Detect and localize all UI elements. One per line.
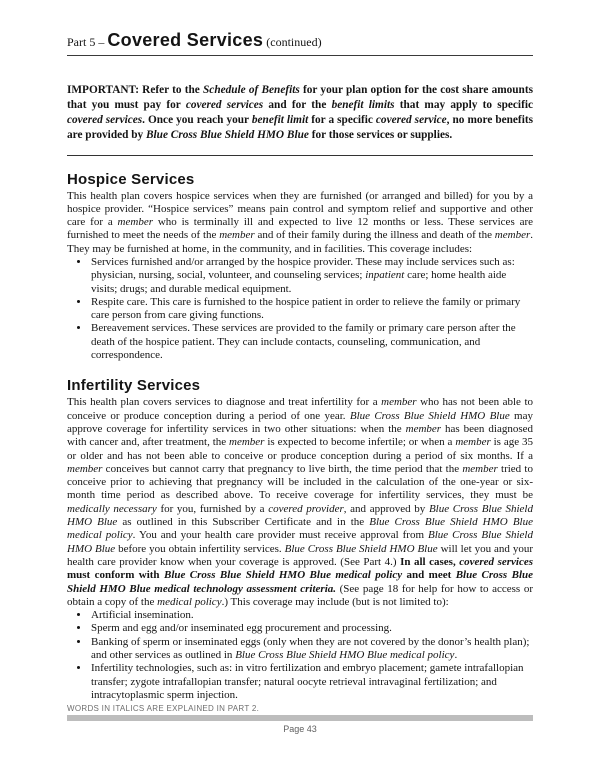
important-notice: IMPORTANT: Refer to the Schedule of Benefits for your plan option for the cost share amounts that you must pay for covered services and for the benefit limits that may apply to specific covered services. Once you reach your benefit limit for a specific covered service, no more benefits are provided by Blue Cross Blue Shield HMO Blue for those services or supplies. [67,84,533,142]
page-title: Covered Services [107,30,264,50]
section-infertility-services [67,377,533,702]
bullet-item: • Sperm and egg and/or inseminated egg procurement and processing. [90,622,533,635]
bullet-item: • Infertility technologies, such as: in vitro fertilization and embryo placement; gamete intrafallopian transfer; zygote intrafallopian transfer; natural oocyte retrieval intravaginal fertilization; and intracytoplasmic sperm injection. [90,662,533,702]
infertility-intro-paragraph: This health plan covers services to diagnose and treat infertility for a member who has not been able to conceive or produce conception during a period of one year. Blue Cross Blue Shield HMO Blue may approve coverage for infertility services in two other situations: when the member has been diagnosed with cancer and, after treatment, the member is expected to become infertile; or when a member is age 35 or older and has not been able to conceive or produce conception during a period of six months. If a member conceives but cannot carry that pregnancy to live birth, the time period that the member tried to conceive prior to achieving that pregnancy will be included in the calculation of the one-year or six-month time period as described above. To receive coverage for infertility services, they must be medically necessary for you, furnished by a covered provider, and approved by Blue Cross Blue Shield HMO Blue as outlined in this Subscriber Certificate and in the Blue Cross Blue Shield HMO Blue medical policy. You and your health care provider must receive approval from Blue Cross Blue Shield HMO Blue before you obtain infertility services. Blue Cross Blue Shield HMO Blue will let you and your health care provider know when your coverage is approved. (See Part 4.) In all cases, covered services must conform with Blue Cross Blue Shield HMO Blue medical policy and meet Blue Cross Blue Shield HMO Blue medical technology assessment criteria. (See page 18 for help for how to access or obtain a copy of the medical policy.) This coverage may include (but is not limited to): [67,396,534,608]
italics-explained-note: WORDS IN ITALICS ARE EXPLAINED IN PART 2. [67,704,260,713]
page-number: Page 43 [283,724,317,734]
header-rule [67,55,533,56]
section-title-hospice: Hospice Services [67,170,195,188]
hospice-intro-paragraph: This health plan covers hospice services when they are furnished (or arranged and billed) for you by a hospice provider. “Hospice services” means pain control and symptom relief and supportive and other care for a member who is terminally ill and expected to live 12 months or less. These services are furnished to meet the needs of the member and of their family during the illness and death of the member. They may be furnished at home, in the community, and in facilities. This coverage includes: [67,189,533,255]
notice-rule [67,155,533,156]
page-footer [67,704,533,734]
bullet-item: • Bereavement services. These services are provided to the family or primary care person after the death of the hospice patient. They can include contacts, counseling, communication, and correspondence. [90,322,533,362]
footer-divider-bar [67,715,533,721]
bullet-item: • Banking of sperm or inseminated eggs (only when they are not covered by the donor’s health plan); and other services as outlined in Blue Cross Blue Shield HMO Blue medical policy. [90,636,533,663]
bullet-item: • Respite care. This care is furnished to the hospice patient in order to relieve the family or primary care person from care giving functions. [90,296,533,323]
header-part-label: Part 5 – [67,35,108,49]
infertility-bullet-list [67,609,533,702]
hospice-bullet-list [67,256,533,362]
section-hospice-services [67,171,533,363]
page-header [67,30,533,56]
header-continued-label: (continued) [263,35,322,49]
bullet-item: • Artificial insemination. [90,609,533,622]
section-title-infertility: Infertility Services [67,377,201,395]
header-line [67,30,533,51]
bullet-item: • Services furnished and/or arranged by the hospice provider. These may include services such as: physician, nursing, social, volunteer, and counseling services; inpatient care; home health aide visits; drugs; and durable medical equipment. [90,256,533,296]
